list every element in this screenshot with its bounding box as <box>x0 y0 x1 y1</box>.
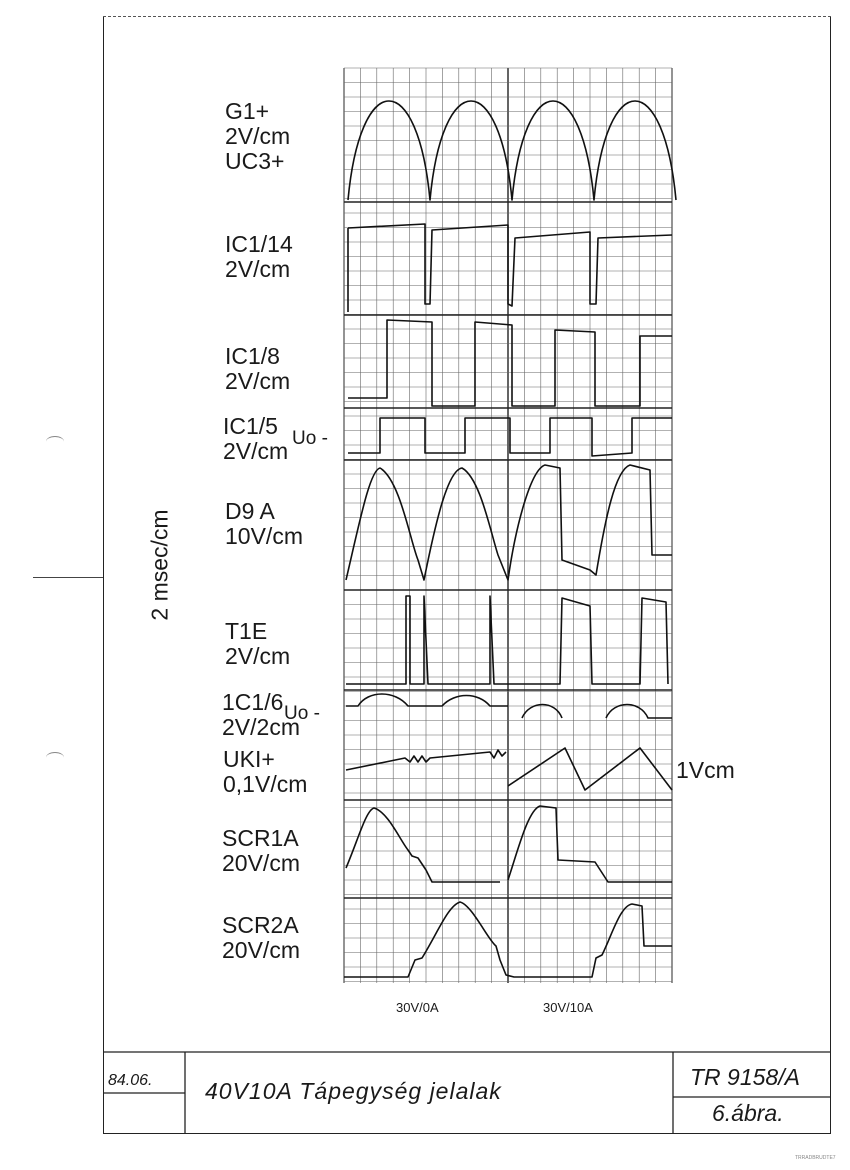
trace-label-line: 2V/cm <box>225 123 291 149</box>
trace-label-line: UKI+ <box>223 746 275 772</box>
trace-label-line: T1E <box>225 618 268 644</box>
trace-label-line: 2V/cm <box>225 643 291 669</box>
uo-reference-label-2: Uo - <box>284 703 320 724</box>
time-scale-label: 2 msec/cm <box>146 509 173 621</box>
trace-label-line: 2V/cm <box>225 256 291 282</box>
trace-label-line: SCR1A <box>222 825 299 851</box>
trace-label-line: UC3+ <box>225 148 285 174</box>
uo-reference-label: Uo - <box>292 428 328 449</box>
trace-label-line: 0,1V/cm <box>223 771 308 797</box>
trace-label-line: 2V/2cm <box>222 714 300 740</box>
trace-label-line: IC1/5 <box>223 413 278 439</box>
trace-label-line: D9 A <box>225 498 275 524</box>
title-block-title: 40V10A Tápegység jelalak <box>205 1078 502 1104</box>
trace-label-line: 1C1/6 <box>222 689 284 715</box>
trace-label-line: G1+ <box>225 98 270 124</box>
scan-code: TRRADBRUDTE7 <box>795 1155 836 1161</box>
trace-label-line: IC1/14 <box>225 231 293 257</box>
title-block-date: 84.06. <box>108 1072 153 1089</box>
footer-left-condition: 30V/0A <box>396 1000 439 1015</box>
trace-label-line: SCR2A <box>222 912 299 938</box>
title-block-drawing-number: TR 9158/A <box>690 1064 800 1090</box>
trace-label-line: 10V/cm <box>225 523 303 549</box>
right-scale-label: 1Vcm <box>676 757 735 783</box>
title-block-figure-number: 6.ábra. <box>712 1100 784 1126</box>
trace-label-line: 20V/cm <box>222 937 300 963</box>
trace-label-line: 20V/cm <box>222 850 300 876</box>
trace-label-line: 2V/cm <box>223 438 289 464</box>
footer-right-condition: 30V/10A <box>543 1000 593 1015</box>
trace-label-line: IC1/8 <box>225 343 280 369</box>
trace-label-line: 2V/cm <box>225 368 291 394</box>
